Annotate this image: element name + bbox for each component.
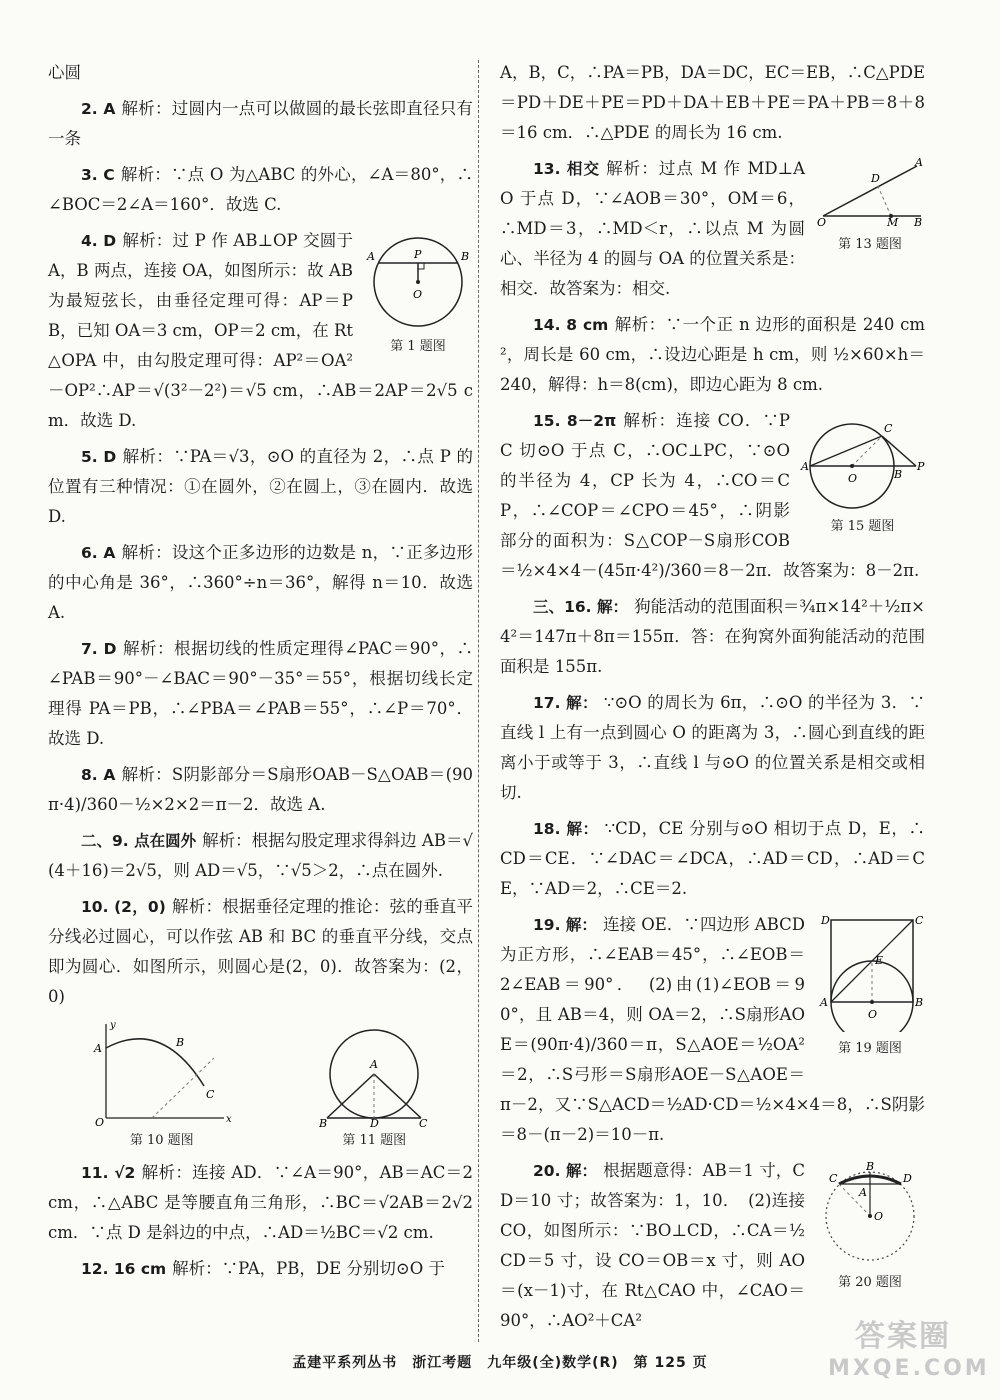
watermark-line2: MXQE.COM [828, 1356, 990, 1381]
column-divider [478, 60, 479, 1342]
figure-20-diagram [817, 1160, 923, 1266]
answer-20: C D B A O 第 20 题图 20. 解： 根据题意得：AB＝1 寸，CD＝10 寸；故答案为：1，10． (2)连接 CO，如图所示：∵BO⊥CD，∴CA＝½CD＝5 寸，设 CO＝OB＝x 寸，则 AO＝(x－1)寸，在 Rt△CAO 中，∠CAO＝90°，∴AO²＋CA² [500, 1156, 925, 1336]
svg-text:A: A [367, 250, 375, 263]
figure-10-diagram [92, 1018, 232, 1128]
answer-19: D C E A B O 第 19 题图 19. 解： 连接 OE．∵四边形 ABCD 为正方形，∴∠EAB＝45°，∴∠EOB＝2∠EAB＝90°． (2)由(1)∠EOB＝90°，且 AB＝4，则 OA＝2，∴S扇形AOE＝(90π·4)/360＝π，S△AOE＝½OA²＝2，∴S弓形＝S扇形AOE－S△AOE＝π－2，又∵S△ACD＝½AD·CD＝½×4×4＝8，∴S阴影＝8－(π－2)＝10－π. [500, 914, 925, 1144]
watermark-line1: 答案圈 [855, 1319, 951, 1354]
svg-text:y: y [109, 1020, 116, 1031]
left-column [48, 58, 473, 1290]
figure-1-caption: 第 1 题图 [390, 339, 446, 354]
svg-text:P: P [414, 248, 422, 261]
svg-text:B: B [461, 250, 470, 263]
answer-4: A B P O 第 1 题图 4. D 解析：过 P 作 AB⊥OP 交圆于 A，B 两点，连接 OA，如图所示：故 AB 为最短弦长，由垂径定理可得：AP＝PB，已知 OA＝3 cm，OP＝2 cm，在 Rt△OPA 中，由勾股定理可得：AP²＝OA²－OP²∴AP＝√(3²－2²)＝√5 cm，∴AB＝2AP＝2√5 cm．故选 D. [48, 231, 473, 430]
figure-15-diagram [800, 410, 925, 510]
svg-text:C: C [829, 1172, 838, 1185]
svg-text:B: B [915, 996, 923, 1009]
figures-10-11 [48, 1018, 473, 1150]
answer-14: 14. 8 cm 解析：∵一个正 n 边形的面积是 240 cm²，周长是 60 cm，∴设边心距是 h cm，则 ½×60×h＝240，解得：h＝8(cm)，即边心距为 8 cm. [500, 315, 925, 394]
svg-text:A: A [801, 460, 809, 473]
svg-text:M: M [887, 216, 899, 228]
answer-8: 8. A 解析：S阴影部分＝S扇形OAB－S△OAB＝(90π·4)/360－½×2×2＝π－2．故选 A. [48, 765, 473, 814]
svg-text:B: B [866, 1160, 875, 1173]
svg-text:D: D [903, 1172, 912, 1185]
svg-text:C: C [419, 1117, 428, 1128]
svg-text:B: B [894, 468, 903, 481]
answer-3: 3. C 解析：∵点 O 为△ABC 的外心，∠A＝80°，∴∠BOC＝2∠A＝160°．故选 C. [48, 165, 473, 214]
svg-text:O: O [848, 472, 858, 485]
svg-text:O: O [94, 1116, 104, 1128]
watermark-logo [828, 1318, 990, 1388]
svg-text:D: D [370, 1117, 380, 1128]
svg-text:A: A [93, 1042, 102, 1055]
figure-13 [815, 158, 925, 258]
answer-13: O M B D A 第 13 题图 13. 相交 解析：过点 M 作 MD⊥AO 于点 D，∵∠AOB＝30°，OM＝6，∴MD＝3，∴MD＜r，∴以点 M 为圆心、半径为 4 的圆与 OA 的位置关系是：相交．故答案为：相交. [500, 154, 925, 304]
answer-17: 17. 解： ∵⊙O 的周长为 6π，∴⊙O 的半径为 3．∵直线 l 上有一点到圆心 O 的距离为 3，∴圆心到直线的距离小于或等于 3，∴直线 l 与⊙O 的位置关系是相交或相切. [500, 693, 925, 802]
figure-19-caption: 第 19 题图 [838, 1041, 902, 1056]
figure-10 [92, 1018, 232, 1150]
figure-1-diagram [365, 230, 471, 330]
svg-text:C: C [205, 1088, 215, 1101]
svg-text:x: x [225, 1114, 232, 1125]
svg-text:A: A [370, 1058, 379, 1071]
svg-text:A: A [915, 158, 923, 169]
svg-text:D: D [871, 172, 880, 185]
figure-11-caption: 第 11 题图 [342, 1133, 407, 1148]
figure-1 [363, 230, 473, 360]
right-column [500, 58, 925, 1342]
figure-19-diagram [817, 914, 923, 1032]
svg-text:D: D [821, 914, 830, 927]
figure-15 [800, 410, 925, 540]
svg-text:B: B [914, 216, 923, 228]
svg-text:A: A [859, 1186, 867, 1199]
svg-text:B: B [319, 1117, 328, 1128]
answer-l0: 心圆 [48, 63, 81, 82]
figure-11-diagram [319, 1018, 429, 1128]
svg-text:C: C [884, 422, 893, 435]
answer-2: 2. A 解析：过圆内一点可以做圆的最长弦即直径只有一条 [48, 99, 473, 148]
page-footer: 孟建平系列丛书 浙江考题 九年级(全)数学(R) 第 125 页 [292, 1355, 708, 1371]
figure-20-caption: 第 20 题图 [838, 1275, 902, 1290]
svg-text:A: A [820, 996, 828, 1009]
svg-text:O: O [874, 1210, 884, 1223]
svg-text:C: C [915, 914, 923, 927]
svg-text:E: E [875, 954, 884, 967]
svg-text:P: P [917, 460, 925, 473]
answer-11: 11. √2 解析：连接 AD．∵∠A＝90°，AB＝AC＝2 cm，∴△ABC 是等腰直角三角形，∴BC＝√2AB＝2√2 cm．∵点 D 是斜边的中点，∴AD＝½BC＝√2 cm. [48, 1163, 473, 1242]
svg-text:O: O [868, 1008, 878, 1021]
svg-text:B: B [175, 1036, 184, 1049]
answer-5: 5. D 解析：∵PA＝√3，⊙O 的直径为 2，∴点 P 的位置有三种情况：①在圆外，②在圆上，③在圆内．故选 D. [48, 447, 474, 526]
figure-15-caption: 第 15 题图 [830, 519, 895, 534]
answer-18: 18. 解： ∵CD，CE 分别与⊙O 相切于点 D，E，∴CD＝CE．∵∠DAC＝∠DCA，∴AD＝CD，∴AD＝CE，∵AD＝2，∴CE＝2. [500, 819, 925, 898]
answer-12-cont: A，B，C，∴PA＝PB，DA＝DC，EC＝EB，∴C△PDE＝PD＋DE＋PE＝PD＋DA＋EB＋PE＝PA＋PB＝8＋8＝16 cm．∴△PDE 的周长为 16 cm. [500, 63, 925, 142]
answer-16: 三、16. 解： 狗能活动的范围面积＝¾π×14²＋½π×4²＝147π＋8π＝155π．答：在狗窝外面狗能活动的范围面积是 155π. [500, 597, 925, 676]
answer-7: 7. D 解析：根据切线的性质定理得∠PAC＝90°，∴∠PAB＝90°－∠BAC＝90°－35°＝55°，根据切线长定理得 PA＝PB，∴∠PBA＝∠PAB＝55°，∴∠P＝70°．故选 D. [48, 639, 474, 748]
answer-6: 6. A 解析：设这个正多边形的边数是 n，∵正多边形的中心角是 36°，∴360°÷n＝36°，解得 n＝10．故选 A. [48, 543, 473, 622]
figure-13-caption: 第 13 题图 [838, 237, 902, 252]
figure-11 [319, 1018, 429, 1150]
figure-13-diagram [817, 158, 923, 228]
svg-text:O: O [817, 216, 827, 228]
figure-20 [815, 1160, 925, 1296]
figure-19 [815, 914, 925, 1062]
answer-10: 10. (2，0) 解析：根据垂径定理的推论：弦的垂直平分线必过圆心，可以作弦 AB 和 BC 的垂直平分线，交点即为圆心．如图所示，则圆心是(2，0)．故答案为：(2，0) [48, 897, 474, 1006]
svg-text:O: O [413, 288, 423, 301]
answer-15: A O B P C 第 15 题图 15. 8－2π 解析：连接 CO．∵PC 切⊙O 于点 C，∴OC⊥PC，∵⊙O 的半径为 4，CP 长为 4，∴CO＝CP，∴∠COP＝∠CPO＝45°，∴阴影部分的面积为：S△COP－S扇形COB＝½×4×4－(45π·4²)/360＝8－2π．故答案为：8－2π. [500, 411, 925, 580]
figure-10-caption: 第 10 题图 [129, 1133, 194, 1148]
answer-9: 二、9. 点在圆外 解析：根据勾股定理求得斜边 AB＝√(4＋16)＝2√5，则 AD＝√5，∵√5＞2，∴点在圆外. [48, 831, 473, 880]
answer-12: 12. 16 cm 解析：∵PA，PB，DE 分别切⊙O 于 [81, 1259, 446, 1278]
